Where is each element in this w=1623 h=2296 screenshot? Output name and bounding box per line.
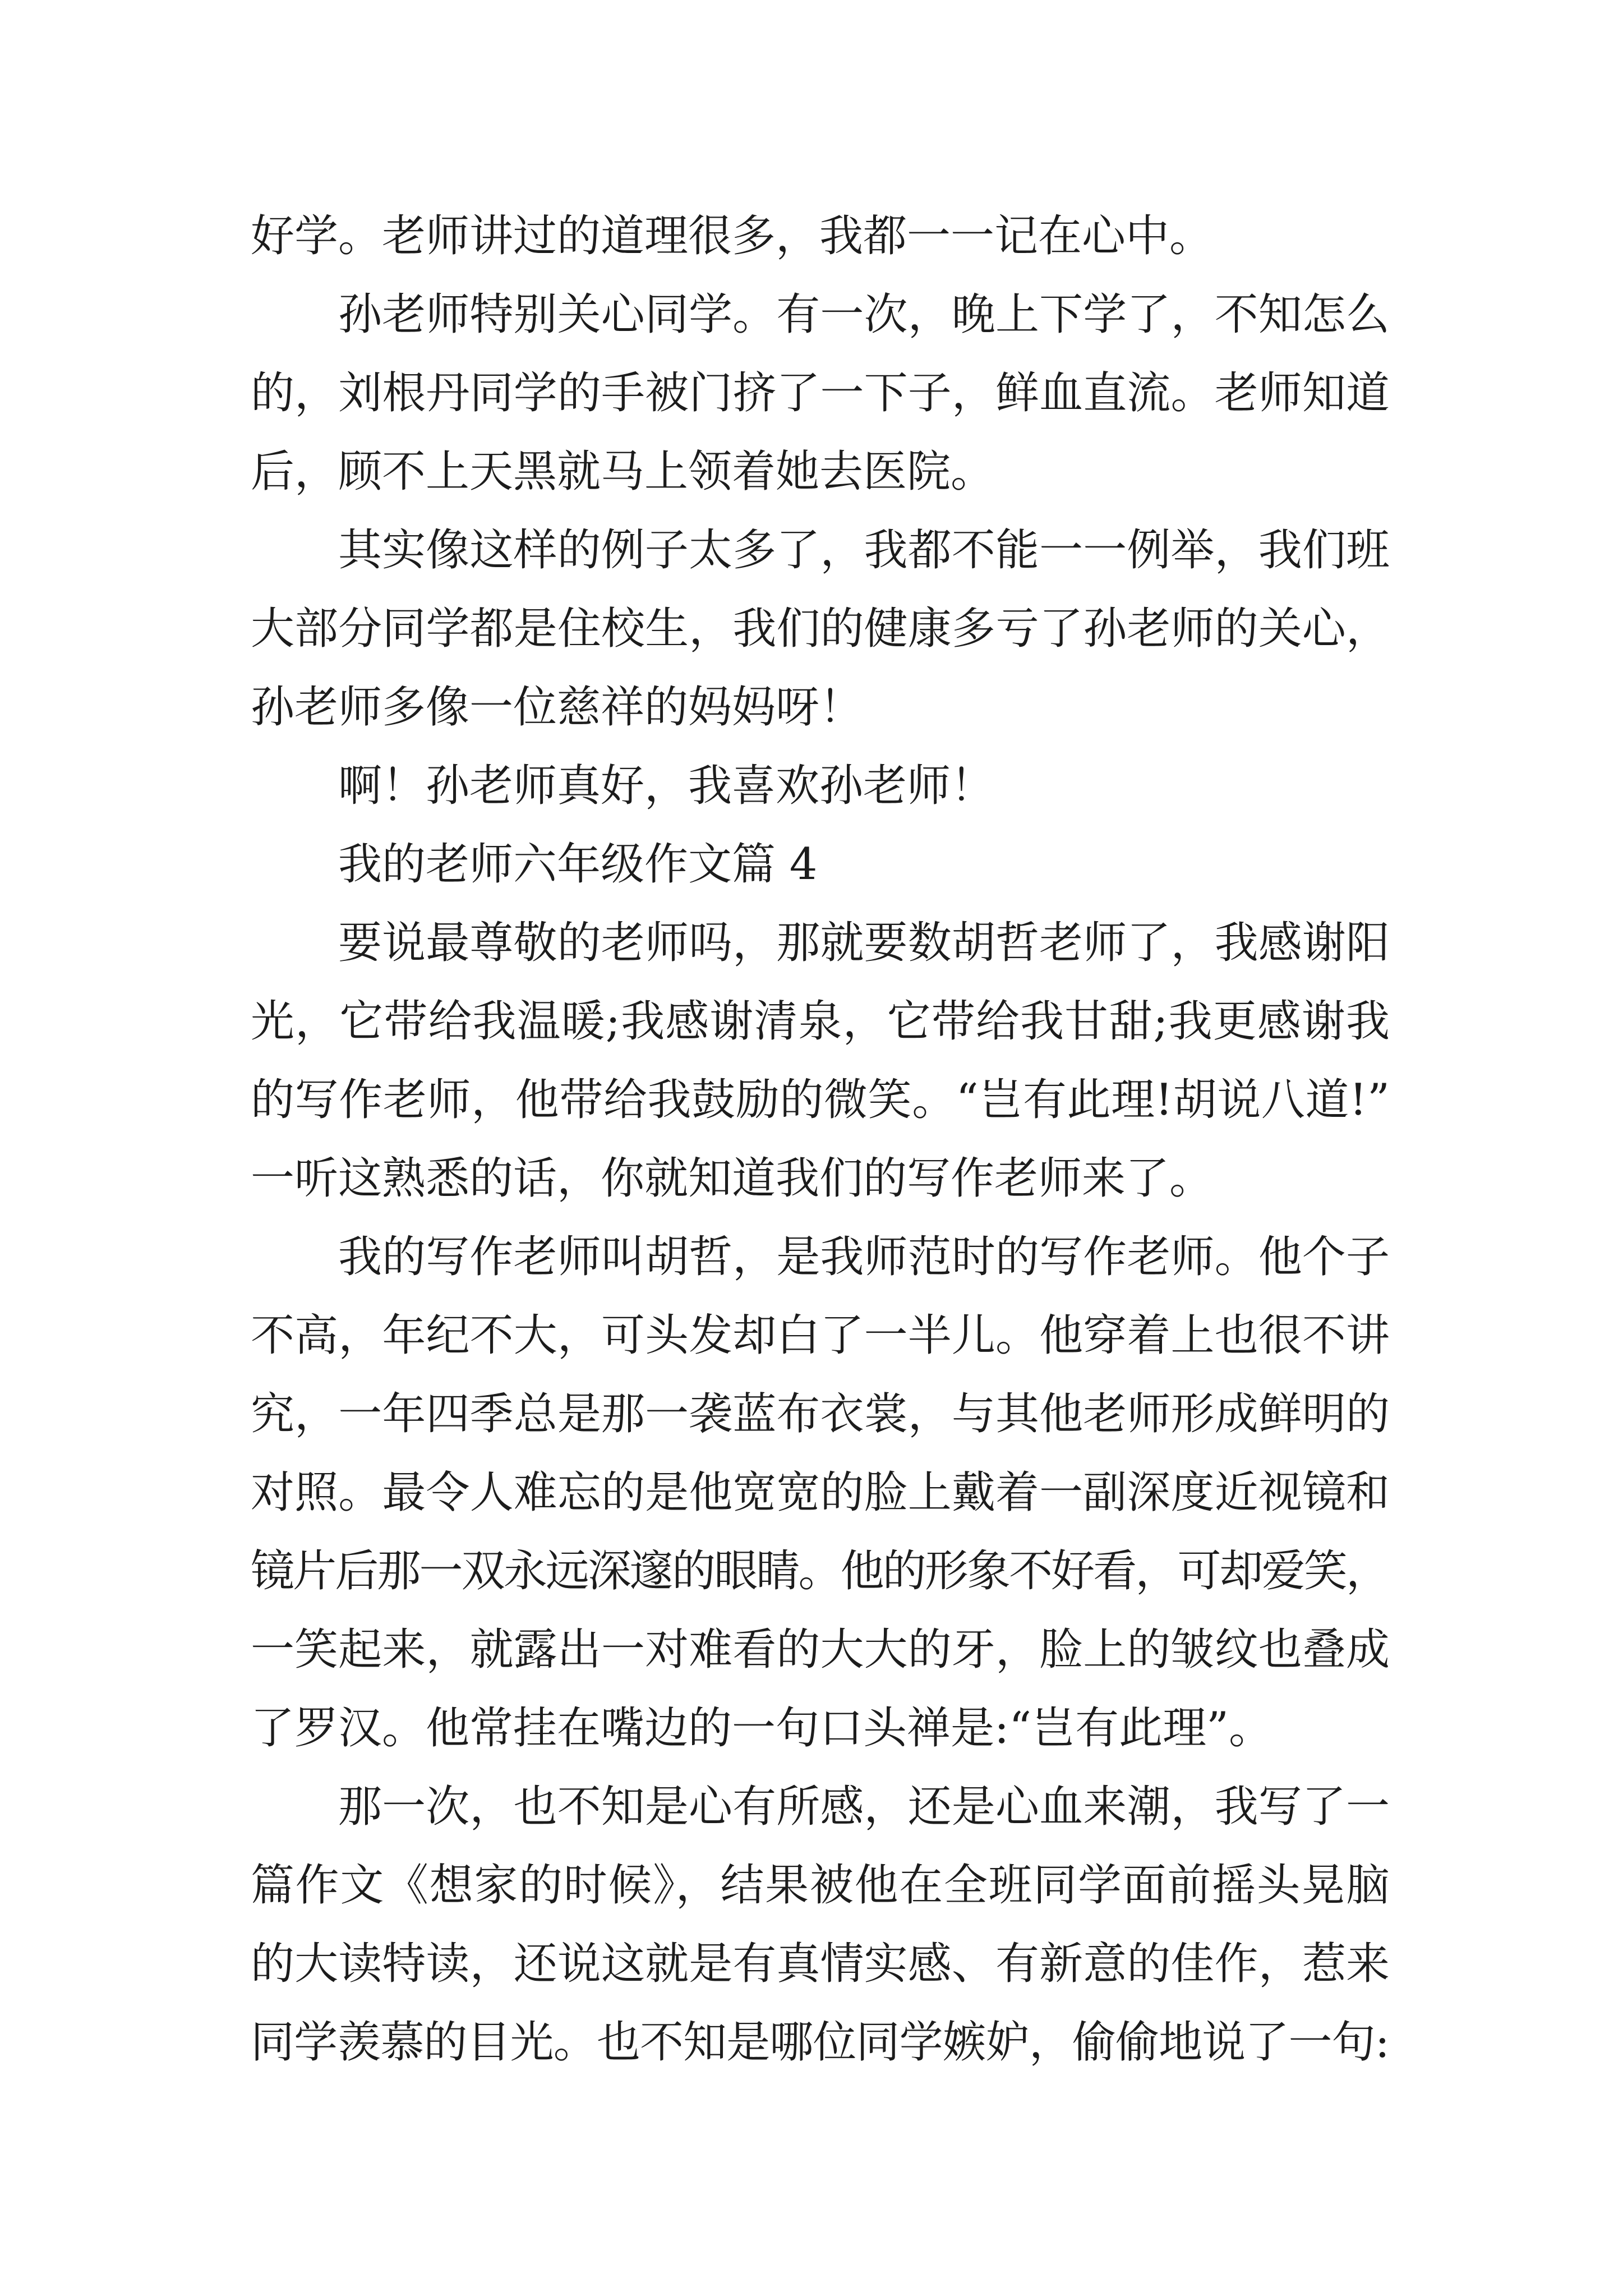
- line-text: 要说最尊敬的老师吗，那就要数胡哲老师了，我感谢阳: [338, 918, 1390, 968]
- line-text: 同学羡慕的目光。也不知是哪位同学嫉妒，偷偷地说了一句:: [251, 2017, 1390, 2068]
- essay-title-text: 我的老师六年级作文篇 4: [338, 839, 818, 890]
- text-line: [251, 1768, 1390, 1846]
- text-line: [251, 2003, 1390, 2082]
- text-line: [251, 590, 1390, 668]
- text-line: [251, 1689, 1390, 1768]
- text-line: [251, 432, 1390, 511]
- line-text: 孙老师多像一位慈祥的妈妈呀！: [251, 682, 864, 733]
- paragraph: [251, 1768, 1390, 2082]
- paragraph: [251, 747, 1390, 825]
- line-text: 的大读特读，还说这就是有真情实感、有新意的佳作，惹来: [251, 1939, 1390, 1989]
- text-line: [251, 1846, 1390, 1925]
- line-text: 对照。最令人难忘的是他宽宽的脸上戴着一副深度近视镜和: [251, 1467, 1390, 1518]
- line-text: 那一次，也不知是心有所感，还是心血来潮，我写了一: [338, 1782, 1390, 1832]
- line-text: 其实像这样的例子太多了，我都不能一一例举，我们班: [338, 525, 1390, 576]
- text-line: [251, 825, 1390, 904]
- line-text: 好学。老师讲过的道理很多，我都一一记在心中。: [251, 211, 1214, 261]
- line-text: 究，一年四季总是那一袭蓝布衣裳，与其他老师形成鲜明的: [251, 1389, 1390, 1439]
- text-line: [251, 1061, 1390, 1139]
- line-text: 镜片后那一双永远深邃的眼睛。他的形象不好看，可却爱笑，: [251, 1546, 1389, 1596]
- text-line: [251, 1296, 1390, 1375]
- text-line: [251, 197, 1390, 275]
- line-text: 我的写作老师叫胡哲，是我师范时的写作老师。他个子: [338, 1232, 1390, 1282]
- paragraph: [251, 197, 1390, 275]
- line-text: 了罗汉。他常挂在嘴边的一句口头禅是:“岂有此理”。: [251, 1703, 1273, 1754]
- line-text: 一听这熟悉的话，你就知道我们的写作老师来了。: [251, 1153, 1214, 1204]
- line-text: 不高，年纪不大，可头发却白了一半儿。他穿着上也很不讲: [251, 1310, 1390, 1361]
- text-line: [251, 1453, 1390, 1532]
- text-line: [251, 982, 1390, 1061]
- text-line: [251, 1532, 1390, 1611]
- paragraph: [251, 275, 1390, 511]
- line-text: 后，顾不上天黑就马上领着她去医院。: [251, 447, 995, 497]
- line-text: 的，刘根丹同学的手被门挤了一下子，鲜血直流。老师知道: [251, 368, 1390, 418]
- text-line: [251, 1611, 1390, 1689]
- line-text: 孙老师特别关心同学。有一次，晚上下学了，不知怎么: [338, 289, 1390, 340]
- text-line: [251, 747, 1390, 825]
- text-line: [251, 1925, 1390, 2003]
- text-line: [251, 1218, 1390, 1296]
- line-text: 啊！孙老师真好，我喜欢孙老师！: [338, 761, 995, 811]
- text-line: [251, 354, 1390, 432]
- text-line: [251, 275, 1390, 354]
- text-line: [251, 1139, 1390, 1218]
- text-line: [251, 1375, 1390, 1453]
- paragraph: [251, 1218, 1390, 1768]
- line-text: 大部分同学都是住校生，我们的健康多亏了孙老师的关心，: [251, 604, 1390, 654]
- paragraph: [251, 904, 1390, 1218]
- line-text: 篇作文《想家的时候》，结果被他在全班同学面前摇头晃脑: [251, 1860, 1391, 1911]
- line-text: 光，它带给我温暖;我感谢清泉，它带给我甘甜;我更感谢我: [251, 996, 1391, 1047]
- text-line: [251, 511, 1390, 590]
- line-text: 一笑起来，就露出一对难看的大大的牙，脸上的皱纹也叠成: [251, 1625, 1390, 1675]
- text-line: [251, 904, 1390, 982]
- essay-title: [251, 825, 1390, 904]
- text-column: [251, 197, 1390, 2082]
- paragraph: [251, 511, 1390, 747]
- line-text: 的写作老师，他带给我鼓励的微笑。“岂有此理!胡说八道!”: [251, 1075, 1390, 1125]
- text-line: [251, 668, 1390, 747]
